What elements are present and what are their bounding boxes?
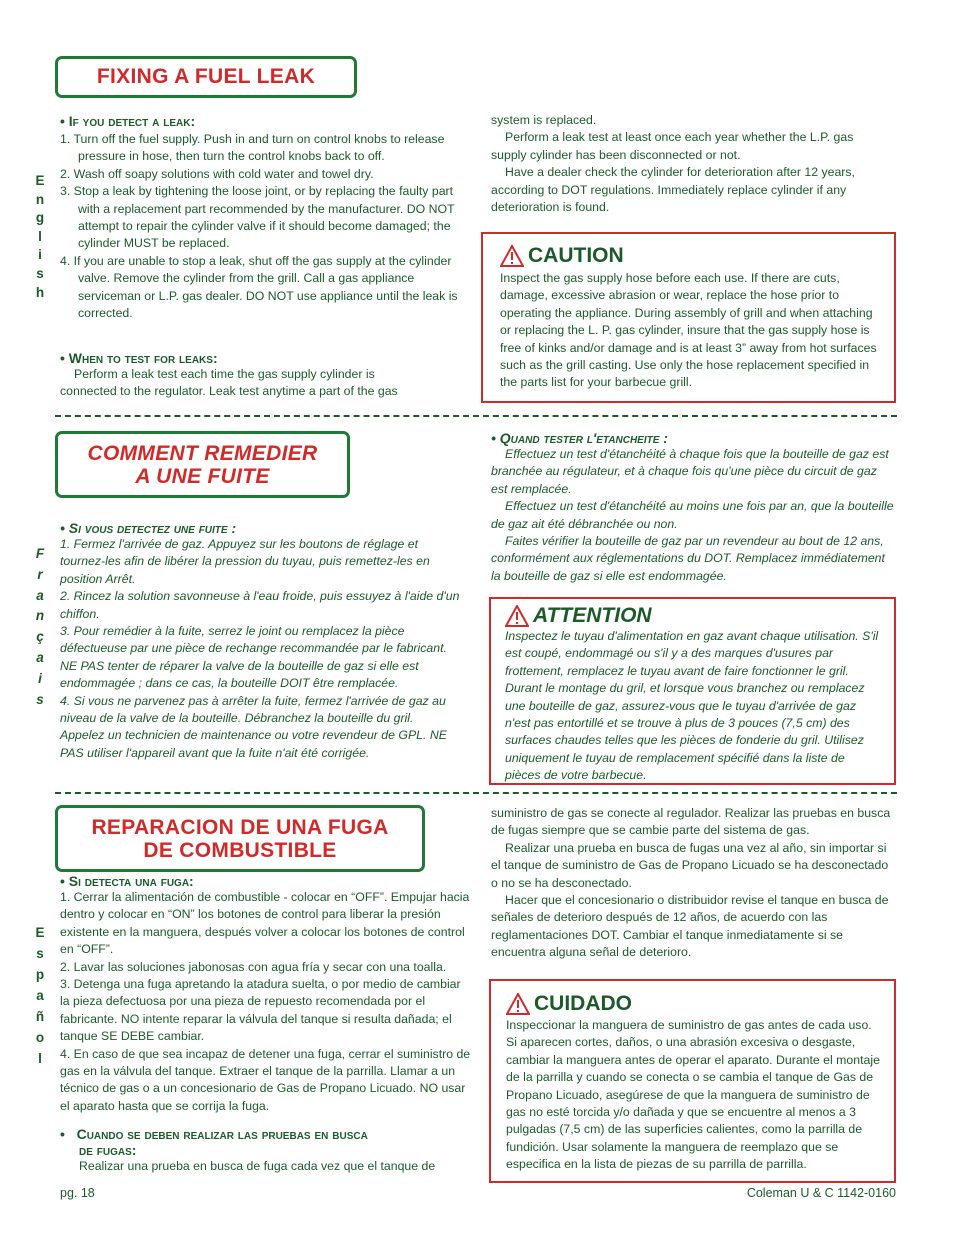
spanish-detect-item: 1. Cerrar la alimentación de combustible - colocar en “OFF”. Empujar hacia dentro y colocar en “ON” los botones de control para liberar la presión existente en la manguera, después volver a colocar los botones de control en “OFF”. <box>60 890 470 957</box>
attention-box <box>489 597 896 785</box>
section-divider <box>55 792 897 794</box>
spanish-when-text: Realizar una prueba en busca de fugas una vez al año, sin importar si el tanque de suministro de Gas de Propano Licuado se ha desconectado o no se ha desconectado. <box>491 840 889 890</box>
spanish-when-heading: de fugas: <box>79 1142 137 1158</box>
caution-box <box>481 232 896 403</box>
caution-text: Inspect the gas supply hose before each use. If there are cuts, damage, excessive abrasion or wear, replace the hose prior to operating the appliance. During assembly of grill and when attaching or replacing the L. P. gas cylinder, insure that the gas supply hose is free of kinks and/or damage and is at least 3” away from hot surfaces such as the grill casting. Use only the hose replacement specified in the parts list for your barbecue grill. <box>500 271 877 390</box>
section-divider <box>55 415 897 417</box>
french-detect-block <box>60 520 460 762</box>
french-when-text: Effectuez un test d'étanchéité à chaque fois que la bouteille de gaz est branchée au régulateur, et à chaque fois qu'une pièce du circuit de gaz est remplacée. <box>491 447 889 496</box>
spanish-detect-item: 4. En caso de que sea incapaz de detener una fuga, cerrar el suministro de gas en la válvula del tanque. Extraer el tanque de la parrilla. Llamar a un técnico de gas o a un concesionario de Gas de Propano Licuado. NO usar el aparato hasta que se corrija la fuga. <box>60 1046 471 1113</box>
spanish-detect-heading: • Si detecta una fuga: <box>60 873 194 889</box>
english-section-title <box>55 56 357 98</box>
spanish-section-title <box>55 805 425 872</box>
spanish-when-text: Realizar una prueba en busca de fuga cada vez que el tanque de <box>79 1159 436 1173</box>
french-detect-item: 1. Fermez l'arrivée de gaz. Appuyez sur les boutons de réglage et tournez-les afin de libérer la pression du tuyau, puis remettez-les en position Arrêt. <box>60 537 430 586</box>
spanish-detect-item: 3. Detenga una fuga apretando la atadura suelta, o por medio de cambiar la pieza defectuosa por una pieza de repuesto recomendada por el fabricante. NO intente reparar la válvula del tanque si resulta dañada; el tanque SE DEBE cambiar. <box>60 977 461 1044</box>
english-when-heading: • When to test for leaks: <box>60 350 218 366</box>
warning-triangle-icon <box>506 993 530 1015</box>
spanish-when-text: Hacer que el concesionario o distribuidor revise el tanque en busca de señales de deterioro después de 12 años, de acuerdo con las reglamentaciones DOT. Cambiar el tanque inmediatamente si se encuentra alguna señal de deterioro. <box>491 893 889 960</box>
english-when-text: Perform a leak test at least once each year whether the L.P. gas supply cylinder has been disconnected or not. <box>491 130 854 162</box>
french-detect-heading: • Si vous detectez une fuite : <box>60 520 237 536</box>
french-when-text: Effectuez un test d'étanchéité au moins une fois par an, que la bouteille de gaz ait été débranchée ou non. <box>491 499 894 531</box>
french-title-line: COMMENT REMEDIER <box>87 442 318 465</box>
english-detect-item: 3. Stop a leak by tightening the loose joint, or by replacing the faulty part with a replacement part recommended by the manufacturer. DO NOT attempt to repair the cylinder valve if it should become damaged; the cylinder MUST be replaced. <box>60 184 455 251</box>
spanish-when-text: suministro de gas se conecte al regulador. Realizar las pruebas en busca de fugas siempre que se cambie parte del sistema de gas. <box>491 806 891 838</box>
french-detect-item: 4. Si vous ne parvenez pas à arrêter la fuite, fermez l'arrivée de gaz au niveau de la valve de la bouteille. Débranchez la bouteille du gril. Appelez un technicien de maintenance ou votre revendeur de GPL. NE PAS utiliser l'appareil avant que la fuite n'ait été corrigée. <box>60 693 447 760</box>
warning-triangle-icon <box>505 605 529 627</box>
spanish-title-line: REPARACION DE UNA FUGA <box>91 816 389 839</box>
french-detect-item: 3. Pour remédier à la fuite, serrez le joint ou remplacez la pièce défectueuse par une pièce de rechange recommandée par le fabricant. NE PAS tenter de réparer la valve de la bouteille de gaz si elle est endommagée ; dans ce cas, la bouteille DOIT être remplacée. <box>60 624 447 691</box>
english-title-text: FIXING A FUEL LEAK <box>96 65 316 88</box>
spanish-detect-item: 2. Lavar las soluciones jabonosas con agua fría y secar con una toalla. <box>60 959 447 974</box>
english-when-continued <box>491 112 887 216</box>
english-detect-heading: • If you detect a leak: <box>60 113 196 129</box>
document-id: Coleman U & C 1142-0160 <box>746 1186 896 1200</box>
english-detect-block <box>60 113 460 322</box>
spanish-when-block <box>60 1126 472 1175</box>
english-when-block <box>60 350 430 401</box>
french-when-heading: • Quand tester l'etancheite : <box>491 430 668 446</box>
english-when-text: Perform a leak test each time the gas supply cylinder is connected to the regulator. Leak test anytime a part of the gas <box>60 367 398 399</box>
french-title-line: A UNE FUITE <box>135 465 270 488</box>
english-when-text: Have a dealer check the cylinder for deterioration after 12 years, according to DOT regulations. Immediately replace cylinder if any deterioration is found. <box>491 165 855 215</box>
french-detect-item: 2. Rincez la solution savonneuse à l'eau froide, puis essuyez à l'aide d'un chiffon. <box>60 589 460 621</box>
attention-heading: ATTENTION <box>505 604 882 628</box>
spanish-detect-block <box>60 873 472 1115</box>
english-detect-item: 4. If you are unable to stop a leak, shut off the gas supply at the cylinder valve. Remove the cylinder from the grill. Call a gas appliance serviceman or L.P. gas dealer. DO NOT use appliance until the leak is corrected. <box>60 253 458 321</box>
page-number: pg. 18 <box>60 1186 95 1200</box>
french-section-title <box>55 431 350 498</box>
spanish-title-line: DE COMBUSTIBLE <box>143 839 337 862</box>
english-detect-item: 1. Turn off the fuel supply. Push in and turn on control knobs to release pressure in hose, then turn the control knobs back to off. <box>60 132 445 164</box>
french-when-text: Faites vérifier la bouteille de gaz par un revendeur au bout de 12 ans, conformément aux réglementations du DOT. Remplacez immédiatement la bouteille de gaz si elle est endommagée. <box>491 534 885 583</box>
spanish-when-heading: • Cuando se deben realizar las pruebas en busca <box>60 1126 368 1142</box>
english-detect-item: 2. Wash off soapy solutions with cold water and towel dry. <box>60 166 374 181</box>
warning-triangle-icon <box>500 245 524 267</box>
english-when-text: system is replaced. <box>491 113 597 127</box>
attention-text: Inspectez le tuyau d'alimentation en gaz avant chaque utilisation. S'il est coupé, endommagé ou s'il y a des marques d'usures par frottement, remplacez le tuyau avant de faire fonctionner le gril. Durant le montage du gril, et lorsque vous branchez ou remplacez une bouteille de gaz, assurez-vous que le tuyau d'arrivée de gaz n'est pas entortillé et se trouve à plus de 3 pouces (7,5 cm) des surfaces chaudes telles que les pièces de fonderie du gril. Utilisez uniquement le tuyau de remplacement spécifié dans la liste de pièces de votre barbecue. <box>505 629 879 783</box>
spanish-side-label: E s p a ñ o l <box>35 925 45 1066</box>
caution-heading: CAUTION <box>500 244 880 268</box>
french-side-label: F r a n ç a i s <box>35 546 45 707</box>
english-side-label: E n g l i s h <box>35 173 45 300</box>
cuidado-heading: CUIDADO <box>506 992 882 1016</box>
cuidado-text: Inspeccionar la manguera de suministro de gas antes de cada uso. Si aparecen cortes, daños, o una abrasión excesiva o desgaste, cambiar la manguera antes de operar el aparato. Durante el montaje de la parrilla y cuando se conecta o se cambia el tanque de Gas de Propano Licuado, asegúrese de que la manguera de suministro de gas no esté torcida y/o dañada y que se encuentre al menos a 3 pulgadas (7,5 cm) de las superficies calientes, como la parrilla de fundición. Usar solamente la manguera de reemplazo que se especifica en la lista de piezas de su parrilla de parrilla. <box>506 1018 880 1172</box>
spanish-when-continued <box>491 805 895 962</box>
french-when-block <box>491 430 895 585</box>
cuidado-box <box>489 979 896 1183</box>
